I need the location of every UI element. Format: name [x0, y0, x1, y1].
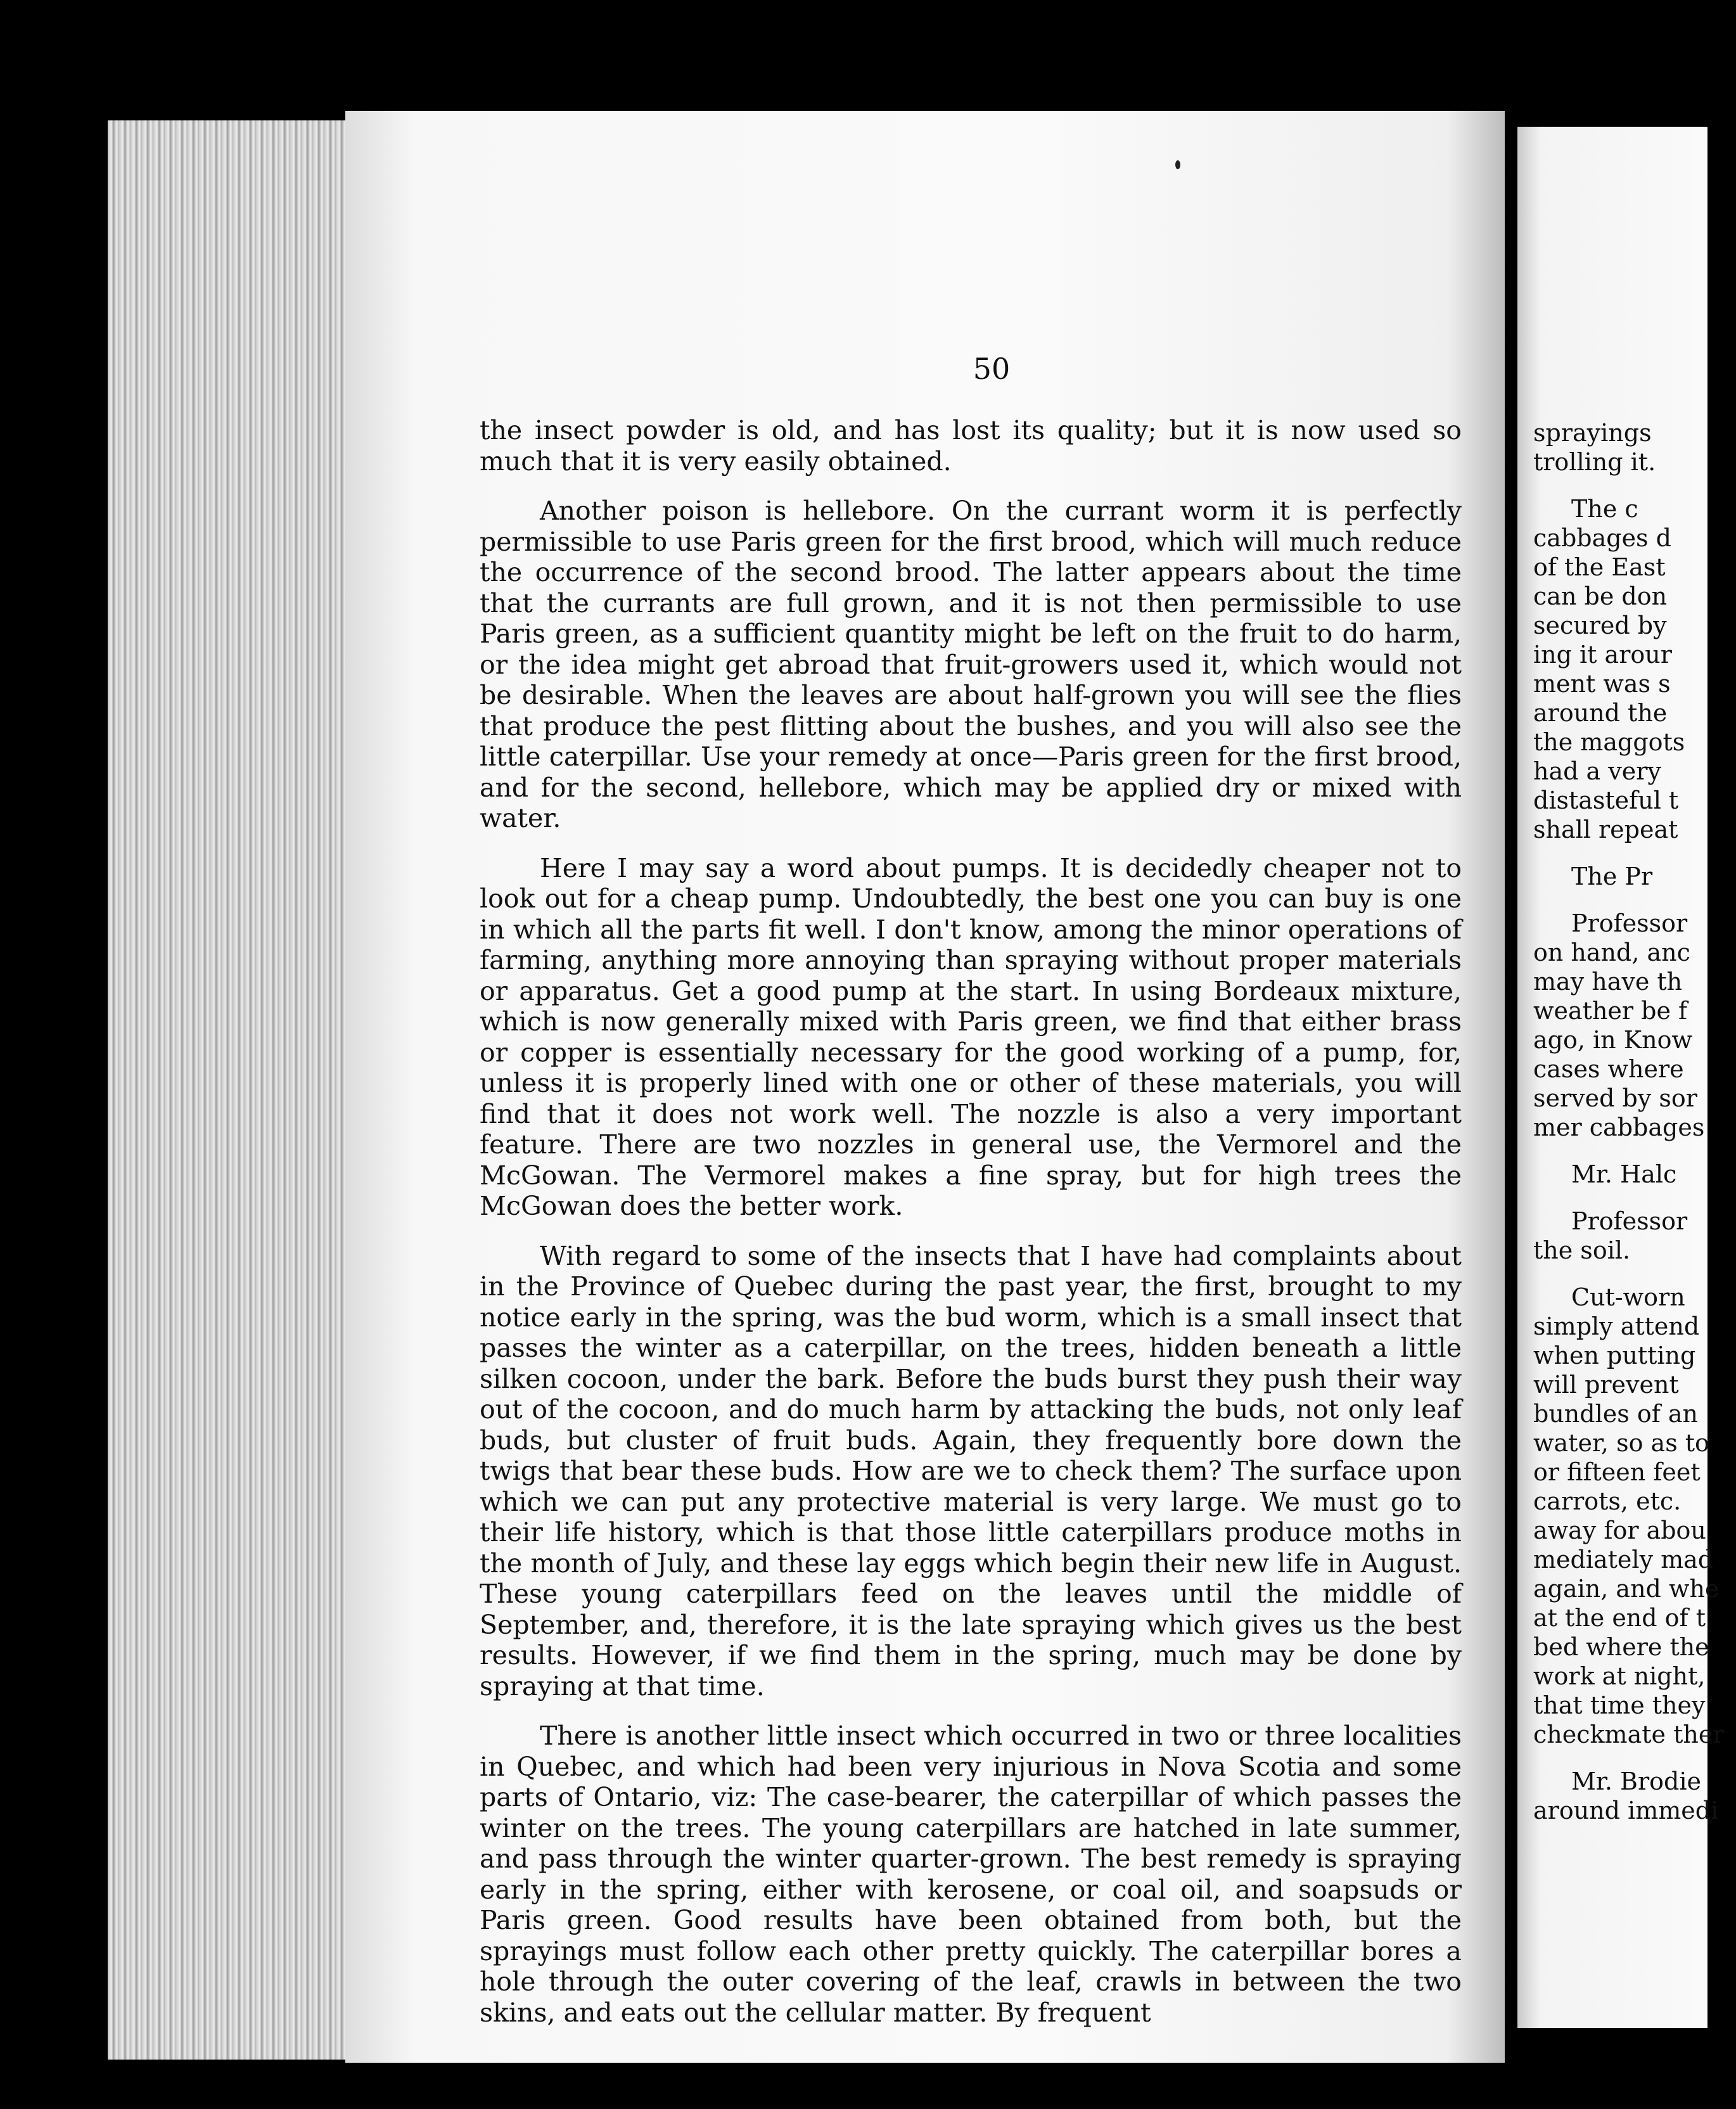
facing-page-line: simply attend: [1533, 1312, 1700, 1340]
facing-page-line: Cut-worn: [1571, 1283, 1685, 1311]
facing-page-line: The Pr: [1571, 862, 1653, 890]
facing-page-line: shall repeat: [1533, 816, 1678, 843]
book-page-edges: [108, 120, 348, 2060]
facing-page-line: distasteful t: [1533, 786, 1679, 814]
facing-page-line: weather be f: [1533, 997, 1688, 1025]
facing-page-line: served by sor: [1533, 1084, 1697, 1112]
paragraph: With regard to some of the insects that I have had complaints about in the Province of Quebec during the past year, the first, brought to my notice early in the spring, was the bud worm, which is a small insect that passes the winter as a caterpillar, on the trees, hidden beneath a little silken cocoon, under the bark. Before the buds burst they push their way out of the cocoon, and do much harm by attacking the buds, not only leaf buds, but cluster of fruit buds. Again, they frequently bore down the twigs that bear these buds. How are we to check them? The surface upon which we can put any protective material is very large. We must go to their life history, which is that those little caterpillars produce moths in the month of July, and these lay eggs which begin their new life in August. These young caterpillars feed on the leaves until the middle of September, and, therefore, it is the late spraying which gives us the best results. However, if we find them in the spring, much may be done by spraying at that time.: [480, 1240, 1462, 1702]
facing-page-line: The c: [1571, 495, 1638, 523]
facing-page-line: that time they: [1533, 1691, 1706, 1719]
facing-page-gap: [1533, 1142, 1736, 1160]
left-page: [345, 111, 1505, 2063]
facing-page-line: Professor: [1571, 909, 1688, 937]
facing-page-line: Professor: [1571, 1207, 1688, 1235]
facing-page-line: ing it arour: [1533, 641, 1672, 669]
facing-page-line: will prevent: [1533, 1371, 1679, 1399]
facing-page-line: the maggots: [1533, 728, 1685, 756]
facing-page-line: bed where the: [1533, 1633, 1709, 1661]
ink-speck: [1175, 160, 1180, 169]
facing-page-line: when putting: [1533, 1342, 1696, 1369]
facing-page-line: around immedi: [1533, 1797, 1719, 1824]
paragraph: There is another little insect which occurred in two or three localities in Quebec, and which had been very injurious in Nova Scotia and some parts of Ontario, viz: The case-bearer, the caterpillar of which passes the winter on the trees. The young caterpillars are hatched in late summer, and pass through the winter quarter-grown. The best remedy is spraying early in the spring, either with kerosene, or coal oil, and soapsuds or Paris green. Good results have been obtained from both, but the sprayings must follow each other pretty quickly. The caterpillar bores a hole through the outer covering of the leaf, crawls in between the two skins, and eats out the cellular matter. By frequent: [480, 1721, 1462, 2028]
facing-page-line: ago, in Know: [1533, 1026, 1692, 1054]
facing-page-line: at the end of t: [1533, 1604, 1706, 1632]
paragraph: Here I may say a word about pumps. It is decidedly cheaper not to look out for a cheap pump. Undoubtedly, the best one you can buy is one in which all the parts fit well. I don't know, among the minor operations of farming, anything more annoying than spraying without proper materials or apparatus. Get a good pump at the start. In using Bordeaux mixture, which is now generally mixed with Paris green, we find that either brass or copper is essentially necessary for the good working of a pump, for, unless it is properly lined with one or other of these materials, you will find that it does not work well. The nozzle is also a very important feature. There are two nozzles in general use, the Vermorel and the McGowan. The Vermorel makes a fine spray, but for high trees the McGowan does the better work.: [480, 852, 1462, 1221]
facing-page-text: [1533, 418, 1736, 1825]
facing-page-gap: [1533, 844, 1736, 862]
facing-page-line: away for abou: [1533, 1516, 1706, 1544]
facing-page-gap: [1533, 1189, 1736, 1207]
facing-page-line: around the: [1533, 699, 1668, 727]
facing-page-line: cabbages d: [1533, 524, 1671, 552]
facing-page-line: checkmate ther: [1533, 1721, 1725, 1748]
facing-page-line: or fifteen feet: [1533, 1458, 1701, 1486]
facing-page-line: sprayings: [1533, 419, 1652, 447]
facing-page-line: secured by: [1533, 612, 1667, 639]
facing-page-line: ment was s: [1533, 670, 1671, 698]
facing-page-line: carrots, etc.: [1533, 1487, 1682, 1515]
facing-page-line: work at night,: [1533, 1662, 1706, 1690]
facing-page-line: on hand, anc: [1533, 939, 1690, 966]
facing-page-line: cases where: [1533, 1055, 1684, 1083]
facing-page-gap: [1533, 891, 1736, 909]
facing-page-gap: [1533, 1749, 1736, 1767]
facing-page-line: of the East: [1533, 553, 1666, 581]
facing-page-line: mediately mad: [1533, 1546, 1714, 1574]
body-text: [480, 415, 1462, 2047]
facing-page-line: had a very: [1533, 757, 1661, 785]
page-number: 50: [973, 352, 1011, 386]
paragraph: Another poison is hellebore. On the currant worm it is perfectly permissible to use Paris green for the first brood, which will much reduce the occurrence of the second brood. The latter appears about the time that the currants are full grown, and it is not then permissible to use Paris green, as a sufficient quantity might be left on the fruit to do harm, or the idea might get abroad that fruit-growers used it, which would not be desirable. When the leaves are about half-grown you will see the flies that produce the pest flitting about the bushes, and you will also see the little caterpillar. Use your remedy at once—Paris green for the first brood, and for the second, hellebore, which may be applied dry or mixed with water.: [480, 496, 1462, 833]
facing-page-line: trolling it.: [1533, 448, 1656, 476]
paragraph: the insect powder is old, and has lost its quality; but it is now used so much that it is very easily obtained.: [480, 415, 1462, 477]
facing-page-line: bundles of an: [1533, 1400, 1698, 1428]
facing-page-line: Mr. Brodie: [1571, 1767, 1701, 1795]
facing-page: [1517, 127, 1725, 2028]
facing-page-gap: [1533, 477, 1736, 494]
facing-page-line: water, so as to: [1533, 1429, 1709, 1457]
facing-page-line: the soil.: [1533, 1236, 1631, 1264]
facing-page-line: mer cabbages: [1533, 1113, 1705, 1141]
facing-page-gap: [1533, 1265, 1736, 1283]
facing-page-line: may have th: [1533, 968, 1683, 996]
facing-page-line: Mr. Halc: [1571, 1160, 1677, 1188]
facing-page-line: can be don: [1533, 582, 1668, 610]
facing-page-line: again, and whe: [1533, 1575, 1720, 1603]
